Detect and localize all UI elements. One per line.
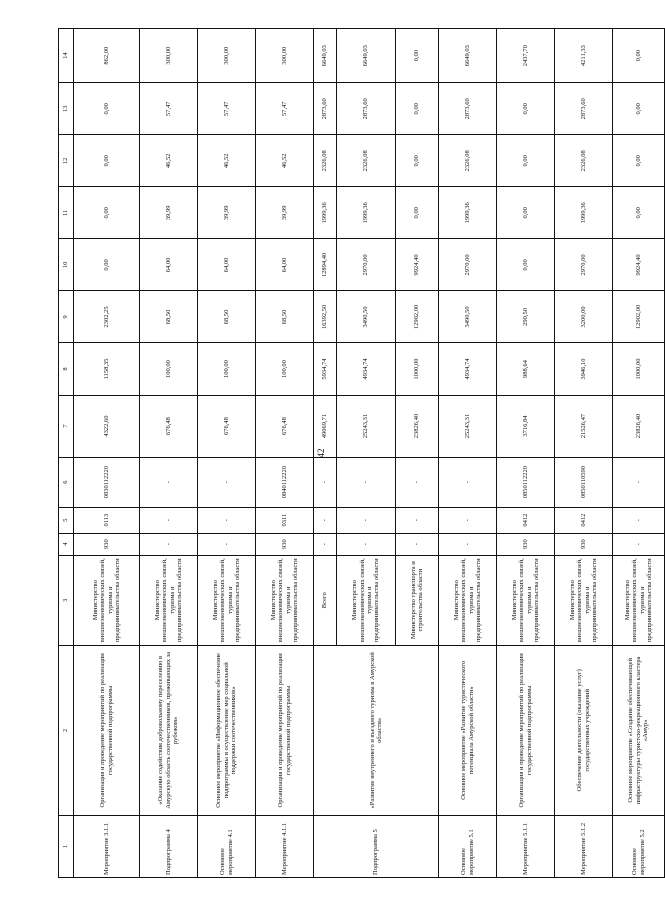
- table-cell-group: [314, 29, 439, 83]
- table-cell: 2970,00: [555, 239, 613, 291]
- table-cell: -: [198, 507, 256, 533]
- table-cell: -: [413, 543, 421, 546]
- table-cell: Подпрограмма 5: [314, 815, 439, 877]
- table-cell: 0,00: [74, 83, 140, 135]
- table-cell: 2326,08: [439, 135, 497, 187]
- table-cell: 57,47: [140, 83, 198, 135]
- table-cell: -: [140, 533, 198, 555]
- table-cell-group: [314, 343, 439, 395]
- table-cell: -: [314, 534, 337, 555]
- header-row: [59, 29, 74, 878]
- table-cell: 12902,00: [613, 291, 665, 343]
- table-cell: Министерство внешнеэкономических связей, туризма и предпринимательства области: [555, 555, 613, 645]
- table-cell: 2970,00: [337, 239, 396, 290]
- table-cell: 100,00: [256, 343, 314, 395]
- table-cell: 290,50: [497, 291, 555, 343]
- table-cell: 3490,50: [337, 291, 396, 342]
- column-header: 4: [59, 533, 74, 555]
- table-cell: Министерство внешнеэкономических связей, туризма и предпринимательства области: [256, 555, 314, 645]
- table-cell: Министерство внешнеэкономических связей, туризма и предпринимательства области: [497, 555, 555, 645]
- table-cell: 1000,00: [413, 358, 421, 380]
- table-cell: 39,99: [198, 187, 256, 239]
- table-cell: 68,50: [140, 291, 198, 343]
- table-cell-group: [314, 395, 439, 457]
- table-cell: -: [337, 534, 396, 555]
- table-cell: 2326,08: [337, 135, 396, 186]
- column-header: 13: [59, 83, 74, 135]
- table-cell: 0850112220: [497, 457, 555, 507]
- table-cell: 0,00: [413, 49, 421, 62]
- table-cell: 930: [555, 533, 613, 555]
- table-cell: -: [140, 507, 198, 533]
- table-row: [555, 29, 613, 878]
- table-cell: Мероприятие 5.1.2: [555, 815, 613, 877]
- table-cell: 2326,08: [555, 135, 613, 187]
- table-cell: Подпрограмма 4: [140, 815, 198, 877]
- table-cell: 49069,71: [314, 396, 337, 457]
- table-cell: -: [140, 457, 198, 507]
- budget-table: [58, 28, 665, 878]
- table-cell-group: [314, 507, 439, 533]
- table-cell: 0412: [497, 507, 555, 533]
- table-cell: 3716,84: [497, 395, 555, 457]
- table-cell: 1999,36: [314, 187, 337, 238]
- table-cell: 46,52: [198, 135, 256, 187]
- table-cell: -: [314, 508, 337, 533]
- table-cell: 2302,25: [74, 291, 140, 343]
- table-cell: «Развитие внутреннего и въездного туризма в Амурской области»: [314, 645, 439, 815]
- table-cell: -: [413, 519, 421, 522]
- table-cell: -: [314, 458, 337, 507]
- table-cell: 21526,47: [555, 395, 613, 457]
- table-cell: Организация и проведение мероприятий по реализации государственной подпрограммы: [256, 645, 314, 815]
- table-cell: 25243,31: [439, 395, 497, 457]
- table-cell: -: [613, 457, 665, 507]
- table-row: [314, 29, 439, 878]
- table-cell: 930: [74, 533, 140, 555]
- table-cell: 1999,36: [555, 187, 613, 239]
- table-cell: 9924,40: [413, 254, 421, 276]
- table-row: [613, 29, 665, 878]
- column-header: 6: [59, 457, 74, 507]
- table-cell: 12894,40: [314, 239, 337, 290]
- page-number: 42: [316, 448, 326, 458]
- table-cell: 0,00: [497, 187, 555, 239]
- table-row: [140, 29, 198, 878]
- table-cell: 4934,74: [337, 343, 396, 394]
- table-cell: 4322,60: [74, 395, 140, 457]
- table-cell: 0,00: [413, 207, 421, 219]
- table-cell: 39,99: [140, 187, 198, 239]
- table-cell-group: [314, 533, 439, 555]
- rotated-table-wrapper: [58, 28, 653, 878]
- table-cell: Министерство внешнеэкономических связей, туризма и предпринимательства области: [198, 555, 256, 645]
- table-cell: 300,00: [140, 29, 198, 83]
- column-header: 9: [59, 291, 74, 343]
- table-cell: 64,00: [256, 239, 314, 291]
- table-cell: 2873,60: [439, 83, 497, 135]
- table-cell: 988,64: [497, 343, 555, 395]
- column-header: 14: [59, 29, 74, 83]
- table-row: [256, 29, 314, 878]
- table-cell: 0,00: [613, 135, 665, 187]
- table-cell: 0840112220: [256, 457, 314, 507]
- table-cell: 0,00: [413, 103, 421, 115]
- table-cell: 6649,03: [439, 29, 497, 83]
- table-cell-group: [314, 555, 439, 645]
- table-cell: Основное мероприятие «Создание обеспечивающей инфраструктуры туристско-рекреационного кластера «Амур»: [613, 645, 665, 815]
- table-cell: 4211,33: [555, 29, 613, 83]
- table-cell: -: [613, 533, 665, 555]
- table-cell: 0,00: [497, 135, 555, 187]
- table-cell: 57,47: [198, 83, 256, 135]
- table-cell: 1000,00: [613, 343, 665, 395]
- table-cell: 39,99: [256, 187, 314, 239]
- table-cell: 0412: [555, 507, 613, 533]
- column-header: 3: [59, 555, 74, 645]
- table-cell: Мероприятие 5.1.1: [497, 815, 555, 877]
- table-cell: 2873,60: [314, 83, 337, 134]
- table-cell-group: [314, 135, 439, 187]
- table-cell-group: [314, 187, 439, 239]
- table-cell: 3490,50: [439, 291, 497, 343]
- column-header: 11: [59, 187, 74, 239]
- table-cell: Министерство внешнеэкономических связей, туризма и предпринимательства области: [439, 555, 497, 645]
- table-cell: Основное мероприятие 5.1: [439, 815, 497, 877]
- table-cell: 9924,40: [613, 239, 665, 291]
- table-cell: 16392,50: [314, 291, 337, 342]
- table-cell: Министерство внешнеэкономических связей, туризма и предпринимательства области: [613, 555, 665, 645]
- table-cell: 862,00: [74, 29, 140, 83]
- table-cell: 0,00: [74, 239, 140, 291]
- table-cell: Министерство внешнеэкономических связей, туризма и предпринимательства области: [140, 555, 198, 645]
- table-cell: 3200,00: [555, 291, 613, 343]
- column-header: 10: [59, 239, 74, 291]
- table-cell-group: [314, 239, 439, 291]
- table-page: [58, 28, 653, 878]
- table-cell: -: [198, 457, 256, 507]
- table-cell: -: [413, 481, 421, 484]
- table-cell: -: [198, 533, 256, 555]
- table-cell: 300,00: [256, 29, 314, 83]
- table-cell: 12902,00: [413, 304, 421, 330]
- table-cell: 676,48: [256, 395, 314, 457]
- table-cell: 0311: [256, 507, 314, 533]
- table-cell: 1158,35: [74, 343, 140, 395]
- table-cell: 300,00: [198, 29, 256, 83]
- table-cell: 0,00: [74, 135, 140, 187]
- table-cell: Организация и проведение мероприятий по реализации государственной подпрограммы: [497, 645, 555, 815]
- table-cell-group: [314, 83, 439, 135]
- table-cell: Основное мероприятие «Информационное обеспечение подпрограммы и осуществление мер социальной поддержки соотечественников»: [198, 645, 256, 815]
- table-cell: -: [439, 457, 497, 507]
- column-header: 5: [59, 507, 74, 533]
- table-cell: 23826,40: [613, 395, 665, 457]
- table-cell: 0830112220: [74, 457, 140, 507]
- table-cell: Министерство внешнеэкономических связей, туризма и предпринимательства области: [74, 555, 140, 645]
- table-cell: 23826,40: [413, 413, 421, 439]
- column-header: 12: [59, 135, 74, 187]
- table-cell: Мероприятие 3.1.1: [74, 815, 140, 877]
- table-cell: Мероприятие 4.1.1: [256, 815, 314, 877]
- table-cell: Основное мероприятие 4.1: [198, 815, 256, 877]
- column-header: 7: [59, 395, 74, 457]
- table-cell: 68,50: [198, 291, 256, 343]
- table-cell: -: [439, 533, 497, 555]
- table-row: [439, 29, 497, 878]
- table-cell: 64,00: [140, 239, 198, 291]
- table-cell: 6649,03: [314, 29, 337, 82]
- table-row: [74, 29, 140, 878]
- table-cell: 6649,03: [337, 29, 396, 82]
- table-cell: 4934,74: [439, 343, 497, 395]
- table-cell: Основное мероприятие «Развитие туристического потенциала Амурской области»: [439, 645, 497, 815]
- table-cell-group: [314, 291, 439, 343]
- table-cell: Обеспечение деятельности (оказание услуг) государственных учреждений: [555, 645, 613, 815]
- table-row: [198, 29, 256, 878]
- table-cell: Организация и проведение мероприятий по реализации государственной подпрограммы: [74, 645, 140, 815]
- table-cell: 0,00: [613, 83, 665, 135]
- table-cell: 1999,36: [439, 187, 497, 239]
- table-cell: Министерство транспорта и строительства области: [409, 561, 424, 640]
- table-cell: 0,00: [497, 83, 555, 135]
- column-header: 1: [59, 815, 74, 877]
- table-cell: 676,48: [140, 395, 198, 457]
- table-cell: 0,00: [497, 239, 555, 291]
- table-cell: 676,48: [198, 395, 256, 457]
- table-cell: 46,52: [140, 135, 198, 187]
- table-cell: 930: [256, 533, 314, 555]
- table-cell: 2873,60: [555, 83, 613, 135]
- table-cell: 100,00: [198, 343, 256, 395]
- table-cell: 1999,36: [337, 187, 396, 238]
- table-cell: 0113: [74, 507, 140, 533]
- table-cell: 64,00: [198, 239, 256, 291]
- table-cell: 5934,74: [314, 343, 337, 394]
- table-cell: 46,52: [256, 135, 314, 187]
- column-header: 8: [59, 343, 74, 395]
- table-cell: -: [613, 507, 665, 533]
- table-cell: 930: [497, 533, 555, 555]
- table-cell: 0,00: [613, 187, 665, 239]
- table-cell: Министерство внешнеэкономических связей, туризма и предпринимательства области: [337, 556, 396, 645]
- table-cell: 0,00: [413, 155, 421, 167]
- table-cell: 3946,10: [555, 343, 613, 395]
- table-cell: «Оказание содействия добровольному переселению в Амурскую область соотечественников, проживающих за рубежом»: [140, 645, 198, 815]
- table-cell: 100,00: [140, 343, 198, 395]
- table-cell: 0850110590: [555, 457, 613, 507]
- table-cell: 57,47: [256, 83, 314, 135]
- table-cell: -: [337, 458, 396, 507]
- table-cell: 2970,00: [439, 239, 497, 291]
- table-cell: Всего: [314, 556, 337, 645]
- table-cell: 2326,08: [314, 135, 337, 186]
- table-row: [497, 29, 555, 878]
- table-cell: 68,50: [256, 291, 314, 343]
- table-cell: 0,00: [613, 29, 665, 83]
- table-cell: Основное мероприятие 5.2: [613, 815, 665, 877]
- table-cell: 2437,70: [497, 29, 555, 83]
- table-cell: 0,00: [74, 187, 140, 239]
- table-cell: 2873,60: [337, 83, 396, 134]
- table-cell: -: [337, 508, 396, 533]
- table-cell-group: [314, 457, 439, 507]
- table-cell: 25243,31: [337, 396, 396, 457]
- table-cell: -: [439, 507, 497, 533]
- column-header: 2: [59, 645, 74, 815]
